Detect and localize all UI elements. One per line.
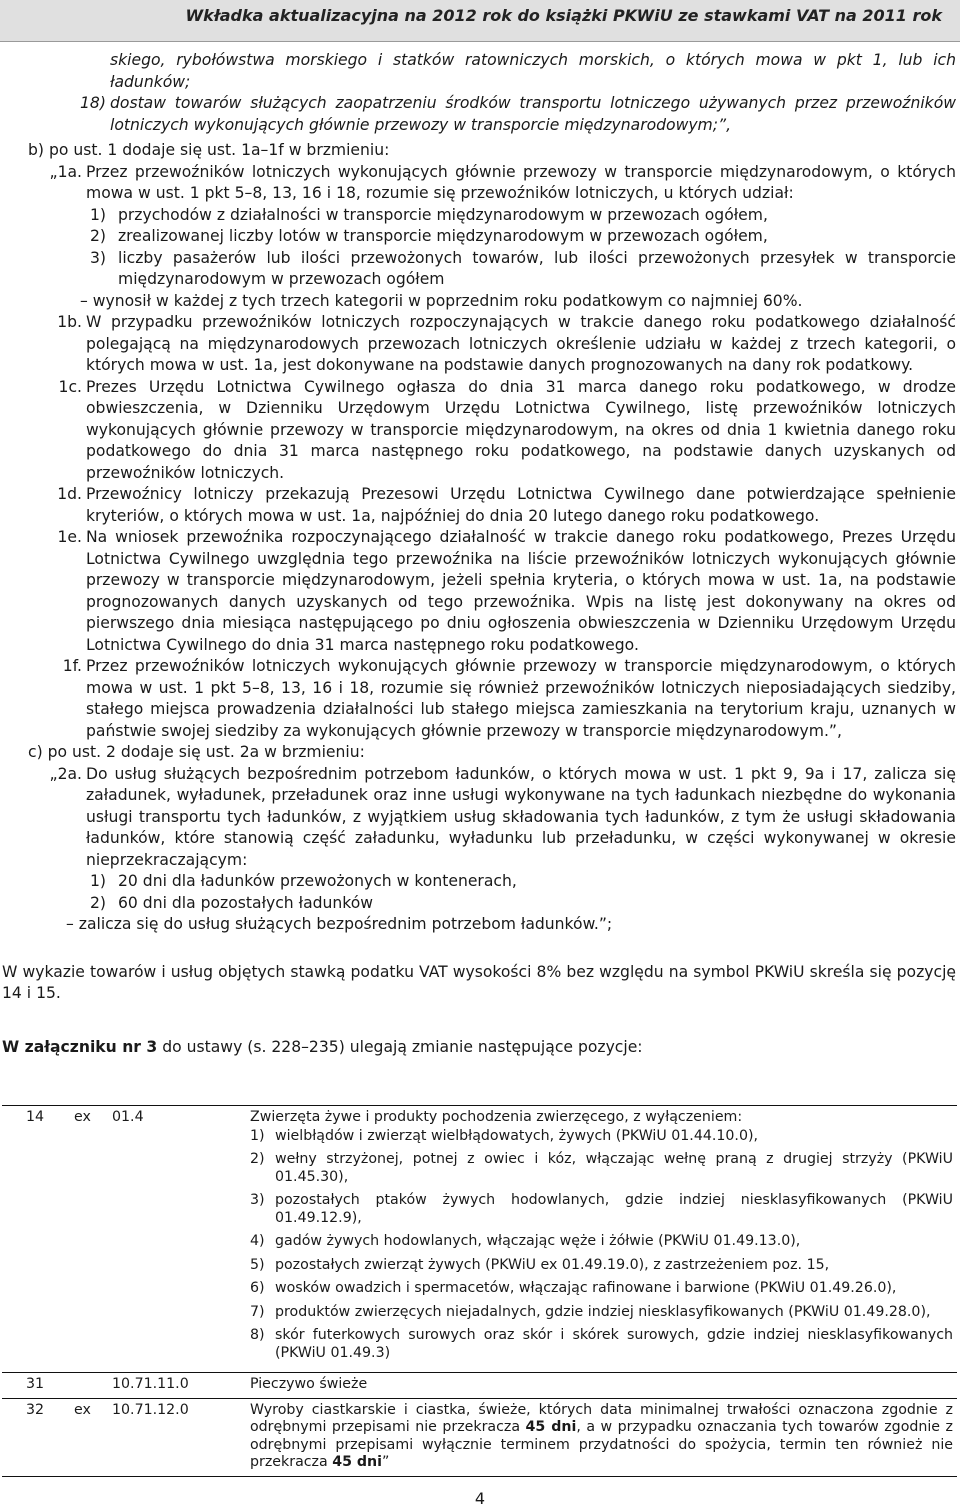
item-text: dostaw towarów służących zaopatrzeniu środków transportu lotniczego używanych przez przewoźników lotniczych wykonujących głównie przewozy w transporcie międzynarodowym;”, xyxy=(110,94,956,134)
description-item-text: wełny strzyżonej, potnej z owiec i kóz, włączając wełnę praną z drugiej strzyży (PKWiU 01.45.30), xyxy=(275,1151,953,1185)
text-fragment: , a w przypadku oznaczania tych towarów zgodnie z odrębnymi przepisami wyłącznie terminem przydatności do spożycia, termin ten również nie przekracza xyxy=(250,1419,953,1470)
description-item xyxy=(250,1304,953,1322)
paragraph-text: W przypadku przewoźników lotniczych rozpoczynających w trakcie danego roku podatkowego działalność polegającą na międzynarodowych przewozach lotniczych określenie udziału w każdej z trzech kategorii, o których mowa w ust. 1a, jest dokonywane na podstawie danych prognozowanych na dany rok podatkowy. xyxy=(86,313,956,374)
description-item-text: pozostałych ptaków żywych hodowlanych, gdzie indziej niesklasyfikowanych (PKWiU 01.49.12.9), xyxy=(275,1192,953,1226)
paragraph-list-1 xyxy=(0,162,960,205)
sub-item-text: zrealizowanej liczby lotów w transporcie międzynarodowym w przewozach ogółem, xyxy=(118,227,768,245)
paragraph-rest: do ustawy (s. 228–235) ulegają zmianie następujące pozycje: xyxy=(157,1037,643,1056)
bold-lead: W załączniku nr 3 xyxy=(2,1037,158,1056)
table-row xyxy=(2,1106,957,1373)
table-cell-position: 14 xyxy=(26,1109,45,1125)
paragraph-text: Prezes Urzędu Lotnictwa Cywilnego ogłasza do dnia 31 marca danego roku podatkowego, w drodze obwieszczenia, w Dzienniku Urzędowym Urzędu Lotnictwa Cywilnego, listę przewoźników lotniczych wykonujących głównie przewozy w transporcie międzynarodowym, na okres od dnia 1 kwietnia danego roku podatkowego do dnia 31 marca następnego roku podatkowego, na podstawie danych uzyskanych od przewoźników lotniczych. xyxy=(86,377,956,482)
description-item xyxy=(250,1233,953,1251)
table-cell-pkwiu: 01.4 xyxy=(112,1109,144,1125)
sub-list-2a xyxy=(0,871,960,914)
bold-fragment: 45 dni xyxy=(332,1454,383,1470)
description-item xyxy=(250,1192,953,1227)
paragraph-zalacznik xyxy=(2,1037,960,1059)
paragraph-number: „1a. xyxy=(49,162,82,181)
description-item xyxy=(250,1327,953,1362)
description-item-number: 6) xyxy=(250,1280,265,1296)
paragraph-number: 1e. xyxy=(57,528,82,546)
sub-item-number: 1) xyxy=(90,205,107,224)
paragraph xyxy=(28,312,956,377)
section-c-line: c) po ust. 2 dodaje się ust. 2a w brzmieniu: xyxy=(28,743,365,761)
table-row xyxy=(2,1373,957,1399)
description-item-text: wielbłądów i zwierząt wielbłądowatych, żywych (PKWiU 01.44.10.0), xyxy=(275,1127,759,1144)
description-item-text: wosków owadzich i spermacetów, włączając rafinowane i barwione (PKWiU 01.49.26.0), xyxy=(275,1280,897,1296)
text-line: skiego, rybołówstwa morskiego i statków ratowniczych morskich, o których mowa w pkt 1, lub ich ładunków; xyxy=(110,51,956,91)
table-cell-pkwiu: 10.71.12.0 xyxy=(112,1401,189,1418)
running-header xyxy=(0,0,960,42)
header-title: Wkładka aktualizacyjna na 2012 rok do książki PKWiU ze stawkami VAT na 2011 rok xyxy=(185,6,942,25)
description-item-number: 7) xyxy=(250,1303,265,1320)
description-intro: Zwierzęta żywe i produkty pochodzenia zwierzęcego, z wyłączeniem: xyxy=(250,1109,743,1125)
paragraph-number: 1b. xyxy=(57,313,82,331)
paragraph-text: Przez przewoźników lotniczych wykonujących głównie przewozy w transporcie międzynarodowym, o których mowa w ust. 1 pkt 5–8, 13, 16 i 18, rozumie się również przewoźników lotniczych nieposiadających siedziby, stałego miejsca prowadzenia działalności lub stałego miejsca zamieszkania na terytorium kraju, uznanych w państwie swojej siedziby za wykonujących głównie przewozy w transporcie międzynarodowym.”, xyxy=(86,657,956,740)
table-cell-position: 31 xyxy=(26,1376,45,1392)
sub-item xyxy=(90,248,956,291)
sub-item-text: liczby pasażerów lub ilości przewożonych towarów, lub ilości przewożonych przesyłek w transporcie międzynarodowym w przewozach ogółem xyxy=(118,248,956,288)
sub-item xyxy=(90,893,956,915)
description-item-number: 5) xyxy=(250,1256,265,1273)
document-body xyxy=(0,46,960,1058)
sub-list-1a xyxy=(0,205,960,291)
description-item-number: 8) xyxy=(250,1327,265,1343)
description-intro: Pieczywo świeże xyxy=(250,1376,368,1392)
paragraph xyxy=(28,377,956,485)
bold-fragment: 45 dni xyxy=(525,1419,577,1435)
paragraph-text: Przewoźnicy lotniczy przekazują Prezesowi Urzędu Lotnictwa Cywilnego dane potwierdzające spełnienie kryteriów, o których mowa w ust. 1a, najpóźniej do dnia 20 lutego danego roku podatkowego. xyxy=(86,485,956,525)
sub-item-text: przychodów z działalności w transporcie międzynarodowym w przewozach ogółem, xyxy=(118,205,768,224)
paragraph-number: 1c. xyxy=(58,377,82,396)
sub-item xyxy=(90,205,956,227)
paragraph-list-2 xyxy=(0,312,960,742)
table-cell-description xyxy=(246,1398,957,1476)
item-number: 18) xyxy=(80,94,106,112)
sub-item-number: 2) xyxy=(90,893,107,912)
description-item xyxy=(250,1280,953,1298)
paragraph-number: „2a. xyxy=(49,764,82,783)
sub-item-number: 2) xyxy=(90,227,107,245)
sub-item-text: 20 dni dla ładunków przewożonych w kontenerach, xyxy=(118,872,517,890)
positions-table xyxy=(2,1105,957,1477)
paragraph xyxy=(28,656,956,742)
table-cell-description xyxy=(246,1373,957,1399)
dash-line-2a: – zalicza się do usług służących bezpośrednim potrzebom ładunków.”; xyxy=(66,915,613,933)
sub-item-text: 60 dni dla pozostałych ładunków xyxy=(118,893,374,912)
description-item-number: 3) xyxy=(250,1192,265,1208)
table-cell-pkwiu: 10.71.11.0 xyxy=(112,1376,189,1392)
paragraph-text: Na wniosek przewoźnika rozpoczynającego działalność w trakcie danego roku podatkowego, Prezes Urzędu Lotnictwa Cywilnego uwzględnia tego przewoźnika na liście przewoźników lotniczych wykonujących głównie przewozy w transporcie międzynarodowym, jeżeli spełnia kryteria, o których mowa w ust. 1a, na podstawie prognozowanych danych uzyskanych od tego przewoźnika. Wpis na listę jest dokonywany na okres od pierwszego dnia miesiąca następującego po dniu ogłoszenia obwieszczenia w Dzienniku Urzędowym Urzędu Lotnictwa Cywilnego do dnia 31 marca następnego roku podatkowego. xyxy=(86,528,956,654)
page-number: 4 xyxy=(474,1489,486,1508)
description-item xyxy=(250,1151,953,1186)
table-cell-ex xyxy=(70,1373,108,1399)
description-item xyxy=(250,1257,953,1275)
table-cell-description xyxy=(246,1106,957,1373)
description-item xyxy=(250,1128,953,1146)
text-fragment: Wyroby ciastkarskie i ciastka, świeże, których data minimalnej trwałości oznaczona zgodnie z odrębnymi przepisami nie przekracza xyxy=(250,1401,953,1435)
description-item-text: gadów żywych hodowlanych, włączając węże i żółwie (PKWiU 01.49.13.0), xyxy=(275,1233,801,1249)
description-item-text: produktów zwierzęcych niejadalnych, gdzie indziej niesklasyfikowanych (PKWiU 01.49.28.0), xyxy=(275,1303,931,1320)
paragraph-text: Przez przewoźników lotniczych wykonujących głównie przewozy w transporcie międzynarodowym, o których mowa w ust. 1 pkt 5–8, 13, 16 i 18, rozumie się przewoźników lotniczych, u których udział: xyxy=(86,162,956,202)
description-item-text: pozostałych zwierząt żywych (PKWiU ex 01.49.19.0), z zastrzeżeniem poz. 15, xyxy=(275,1256,830,1273)
sub-item-number: 3) xyxy=(90,248,107,267)
paragraph xyxy=(28,162,956,205)
description-item-text: skór futerkowych surowych oraz skór i skórek surowych, gdzie indziej niesklasyfikowanych (PKWiU 01.49.3) xyxy=(275,1327,953,1361)
paragraph-text: Do usług służących bezpośrednim potrzebom ładunków, o których mowa w ust. 1 pkt 9, 9a i 17, zalicza się załadunek, wyładunek, przeładunek oraz inne usługi wykonywane na tych ładunkach niezbędne do wykonania usługi transportu tych ładunków, z wyjątkiem usług składowania tych ładunków, z tym że usługi składowania ładunków, które stanowią część załadunku, wyładunku lub przeładunku, w części wykonywanej w okresie nieprzekraczającym: xyxy=(86,764,956,869)
table-cell-ex: ex xyxy=(74,1401,91,1418)
description-item-number: 1) xyxy=(250,1127,265,1144)
description-item-number: 2) xyxy=(250,1151,265,1167)
paragraph-2a xyxy=(28,764,956,872)
paragraph-wykaz: W wykazie towarów i usług objętych stawką podatku VAT wysokości 8% bez względu na symbol PKWiU skreśla się pozycję 14 i 15. xyxy=(2,962,956,1002)
description-item-number: 4) xyxy=(250,1233,265,1249)
paragraph-number: 1d. xyxy=(57,485,82,503)
sub-item xyxy=(90,226,956,248)
item-18 xyxy=(80,93,956,136)
paragraph-number: 1f. xyxy=(62,657,82,675)
top-block xyxy=(110,50,956,93)
sub-item-number: 1) xyxy=(90,872,107,890)
paragraph xyxy=(28,484,956,527)
table-row xyxy=(2,1398,957,1476)
paragraph xyxy=(28,527,956,656)
table-cell-ex: ex xyxy=(74,1109,91,1125)
text-fragment: ” xyxy=(382,1454,390,1470)
sub-item xyxy=(90,871,956,893)
dash-line-1a: – wynosił w każdej z tych trzech kategorii w poprzednim roku podatkowym co najmniej 60%. xyxy=(80,291,803,310)
section-b-line: b) po ust. 1 dodaje się ust. 1a–1f w brzmieniu: xyxy=(28,141,390,159)
table-cell-position: 32 xyxy=(26,1401,45,1418)
